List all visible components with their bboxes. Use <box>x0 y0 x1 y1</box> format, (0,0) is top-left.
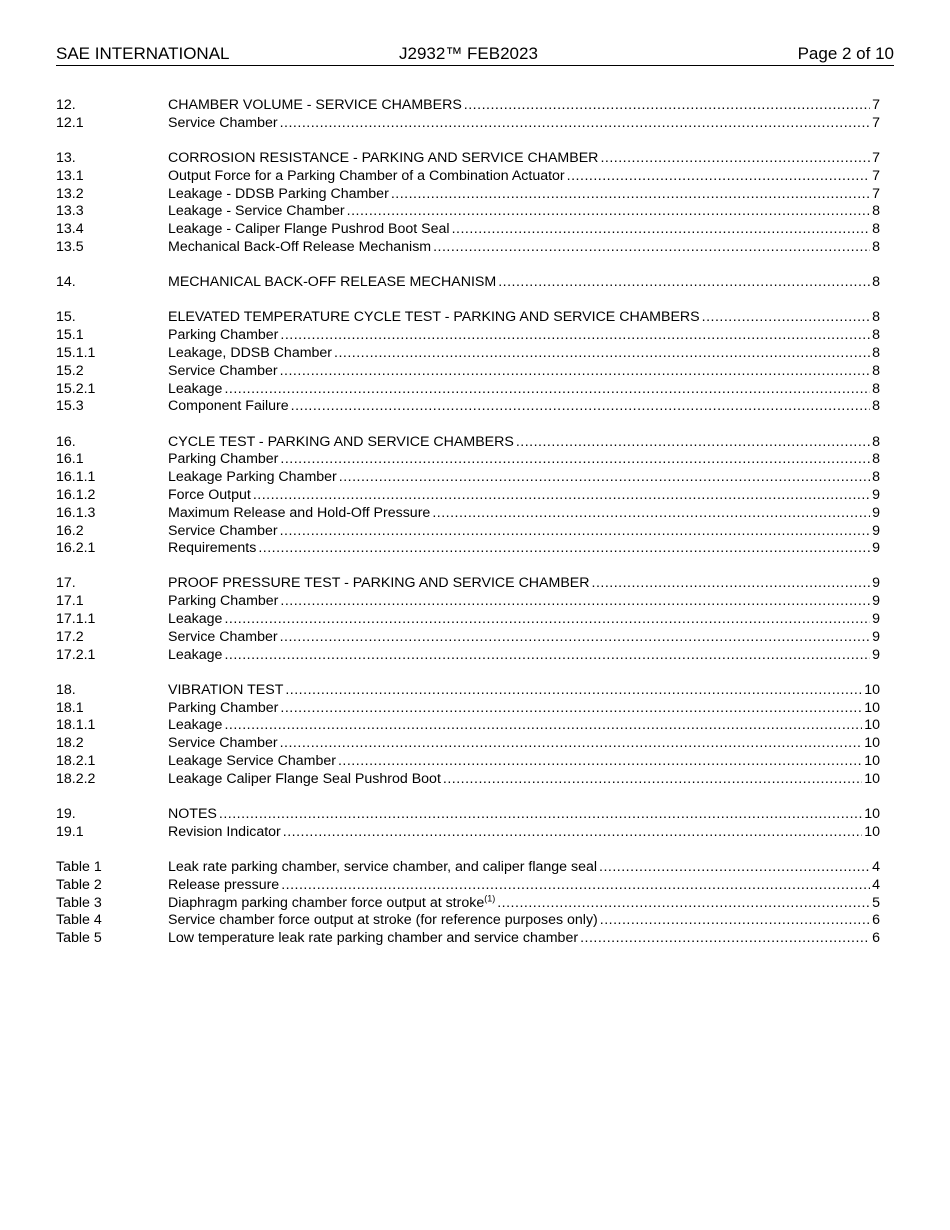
toc-entry-number: 13.5 <box>56 238 84 255</box>
toc-entry-title-text: Service chamber force output at stroke (for reference purposes only) <box>168 912 598 929</box>
toc-entry[interactable] <box>56 575 880 593</box>
toc-entry-page: 9 <box>872 628 880 645</box>
header-page-number: Page 2 of 10 <box>797 44 894 63</box>
toc-entry-page: 4 <box>872 876 880 893</box>
toc-dot-leader <box>600 150 870 168</box>
toc-entry[interactable] <box>56 540 880 558</box>
toc-entry-body <box>168 593 880 611</box>
toc-entry-title <box>168 469 339 487</box>
toc-entry-title-text: Service Chamber <box>168 628 278 645</box>
toc-entry-number: 13.1 <box>56 167 84 184</box>
toc-dot-leader <box>280 523 871 541</box>
toc-dot-leader <box>281 877 870 895</box>
toc-entry-body <box>168 469 880 487</box>
toc-entry[interactable] <box>56 930 880 948</box>
toc-entry-title-text: Leakage Service Chamber <box>168 753 336 770</box>
toc-group <box>56 97 880 133</box>
toc-entry[interactable] <box>56 97 880 115</box>
toc-entry[interactable] <box>56 717 880 735</box>
toc-entry-title <box>168 327 280 345</box>
toc-entry-title-text: Parking Chamber <box>168 593 279 610</box>
toc-entry-page: 10 <box>864 681 880 698</box>
toc-entry[interactable] <box>56 735 880 753</box>
toc-entry-title <box>168 309 702 327</box>
toc-dot-leader <box>283 824 862 842</box>
toc-dot-leader <box>280 593 870 611</box>
toc-entry-body <box>168 824 880 842</box>
toc-entry-title <box>168 647 224 665</box>
toc-entry-page: 5 <box>872 894 880 911</box>
toc-entry-body <box>168 717 880 735</box>
toc-entry[interactable] <box>56 700 880 718</box>
toc-dot-leader <box>285 682 862 700</box>
toc-entry-title-text: Component Failure <box>168 398 289 415</box>
toc-entry-number: Table 5 <box>56 930 102 947</box>
toc-entry-page: 9 <box>872 575 880 592</box>
toc-dot-leader <box>258 540 870 558</box>
toc-dot-leader <box>580 930 870 948</box>
toc-entry[interactable] <box>56 877 880 895</box>
toc-entry[interactable] <box>56 629 880 647</box>
toc-entry-title-text: Leakage <box>168 646 223 663</box>
toc-entry[interactable] <box>56 327 880 345</box>
toc-entry-title-text: NOTES <box>168 806 217 823</box>
toc-entry-body <box>168 682 880 700</box>
toc-entry-title-text: VIBRATION TEST <box>168 681 284 698</box>
toc-entry-title <box>168 575 592 593</box>
toc-entry-title-text: Leakage <box>168 611 223 628</box>
table-of-contents <box>56 97 880 965</box>
toc-entry-number: 16.2 <box>56 522 84 539</box>
toc-entry-number: 17. <box>56 575 76 592</box>
toc-dot-leader <box>432 505 870 523</box>
toc-entry-body <box>168 398 880 416</box>
toc-entry-body <box>168 381 880 399</box>
toc-dot-leader <box>339 469 870 487</box>
toc-entry-page: 8 <box>872 433 880 450</box>
toc-dot-leader <box>219 806 862 824</box>
toc-entry-page: 8 <box>872 221 880 238</box>
toc-entry-title <box>168 487 253 505</box>
toc-entry[interactable] <box>56 523 880 541</box>
toc-entry-title <box>168 274 498 292</box>
toc-entry-number: Table 1 <box>56 859 102 876</box>
toc-entry-title-text: Leakage <box>168 717 223 734</box>
toc-entry-page: 7 <box>872 97 880 113</box>
toc-dot-leader <box>497 895 870 913</box>
toc-dot-leader <box>498 274 870 292</box>
toc-entry-number: 15.1 <box>56 327 84 344</box>
toc-dot-leader <box>433 239 870 257</box>
toc-entry-page: 8 <box>872 274 880 291</box>
toc-entry-page: 10 <box>864 735 880 752</box>
toc-entry-body <box>168 168 880 186</box>
toc-entry-body <box>168 363 880 381</box>
toc-entry-title-text: Leakage - DDSB Parking Chamber <box>168 185 389 202</box>
header-organization: SAE INTERNATIONAL <box>56 44 230 63</box>
toc-entry-page: 8 <box>872 362 880 379</box>
toc-entry-body <box>168 327 880 345</box>
toc-entry-title-text: Mechanical Back-Off Release Mechanism <box>168 238 432 255</box>
toc-entry-title <box>168 700 280 718</box>
toc-entry-number: 19. <box>56 806 76 823</box>
toc-entry-title <box>168 540 258 558</box>
toc-group <box>56 859 880 948</box>
toc-entry-page: 8 <box>872 344 880 361</box>
toc-entry-page: 7 <box>872 114 880 131</box>
toc-dot-leader <box>452 221 871 239</box>
toc-entry-number: Table 3 <box>56 894 102 911</box>
toc-entry-number: 17.1.1 <box>56 611 96 628</box>
toc-entry-number: 16. <box>56 433 76 450</box>
toc-entry-number: 18.2.1 <box>56 753 96 770</box>
toc-entry-number: 13.4 <box>56 221 84 238</box>
toc-entry-number: 18.2.2 <box>56 770 96 787</box>
toc-entry-title <box>168 115 280 133</box>
toc-entry-page: 9 <box>872 486 880 503</box>
toc-entry[interactable] <box>56 824 880 842</box>
toc-entry-title-text: CORROSION RESISTANCE - PARKING AND SERVICE CHAMBER <box>168 149 599 166</box>
toc-entry-number: 15.2.1 <box>56 380 96 397</box>
toc-entry[interactable] <box>56 239 880 257</box>
toc-entry-page: 8 <box>872 203 880 220</box>
toc-dot-leader <box>291 398 870 416</box>
toc-entry-number: 13.3 <box>56 203 84 220</box>
toc-entry-body <box>168 735 880 753</box>
toc-entry-page: 8 <box>872 469 880 486</box>
toc-dot-leader <box>443 771 862 789</box>
toc-entry-number: 18.1.1 <box>56 717 96 734</box>
header-document-id: J2932™ FEB2023 <box>399 44 538 63</box>
toc-dot-leader <box>391 186 870 204</box>
toc-entry-body <box>168 309 880 327</box>
toc-entry-number: 17.2.1 <box>56 646 96 663</box>
toc-entry-title-text: Parking Chamber <box>168 327 279 344</box>
toc-entry-body <box>168 575 880 593</box>
toc-group <box>56 274 880 292</box>
toc-entry-body <box>168 186 880 204</box>
toc-entry-number: 15.2 <box>56 362 84 379</box>
toc-entry-body <box>168 930 880 948</box>
toc-entry-title-text: Leakage Caliper Flange Seal Pushrod Boot <box>168 770 441 787</box>
toc-dot-leader <box>280 363 871 381</box>
toc-entry-title <box>168 239 433 257</box>
toc-entry-page: 10 <box>864 699 880 716</box>
toc-dot-leader <box>516 434 870 452</box>
toc-entry-page: 8 <box>872 398 880 415</box>
toc-entry-number: 13.2 <box>56 185 84 202</box>
toc-entry-body <box>168 221 880 239</box>
toc-entry-number: 15.1.1 <box>56 344 96 361</box>
toc-dot-leader <box>338 753 862 771</box>
toc-dot-leader <box>347 203 870 221</box>
toc-entry[interactable] <box>56 753 880 771</box>
toc-entry-number: 18.1 <box>56 699 84 716</box>
toc-entry-title <box>168 806 219 824</box>
toc-entry-number: 17.1 <box>56 593 84 610</box>
toc-entry[interactable] <box>56 892 880 913</box>
toc-entry-title-text: CYCLE TEST - PARKING AND SERVICE CHAMBERS <box>168 433 514 450</box>
toc-entry-title <box>168 451 280 469</box>
toc-entry-title-text: PROOF PRESSURE TEST - PARKING AND SERVICE CHAMBER <box>168 575 590 592</box>
toc-entry-title-text: Output Force for a Parking Chamber of a Combination Actuator <box>168 167 565 184</box>
toc-entry[interactable] <box>56 363 880 381</box>
toc-dot-leader <box>702 309 870 327</box>
toc-entry-body <box>168 892 880 913</box>
toc-entry[interactable] <box>56 647 880 665</box>
toc-entry-body <box>168 611 880 629</box>
toc-dot-leader <box>253 487 870 505</box>
toc-entry-body <box>168 877 880 895</box>
toc-entry-footnote-marker: (1) <box>484 892 496 903</box>
toc-dot-leader <box>280 700 862 718</box>
toc-entry-body <box>168 700 880 718</box>
toc-entry-page: 8 <box>872 238 880 255</box>
toc-entry-body <box>168 115 880 133</box>
toc-entry-title <box>168 771 443 789</box>
toc-entry[interactable] <box>56 611 880 629</box>
toc-entry-body <box>168 451 880 469</box>
toc-entry-number: 15. <box>56 309 76 326</box>
toc-entry-title-text: Leakage, DDSB Chamber <box>168 344 333 361</box>
toc-entry-page: 6 <box>872 930 880 947</box>
toc-entry-title <box>168 859 599 877</box>
toc-entry-title <box>168 717 224 735</box>
toc-entry-title <box>168 203 347 221</box>
toc-entry-title-text: Revision Indicator <box>168 823 281 840</box>
toc-entry[interactable] <box>56 398 880 416</box>
toc-entry[interactable] <box>56 434 880 452</box>
toc-entry-title-text: Diaphragm parking chamber force output at stroke <box>168 894 485 911</box>
toc-entry-body <box>168 771 880 789</box>
toc-dot-leader <box>280 451 870 469</box>
toc-dot-leader <box>600 912 870 930</box>
toc-entry-title <box>168 629 280 647</box>
toc-entry-title <box>168 345 334 363</box>
toc-entry-title-text: Service Chamber <box>168 114 278 131</box>
toc-entry[interactable] <box>56 115 880 133</box>
toc-entry-body <box>168 505 880 523</box>
toc-entry-title <box>168 186 391 204</box>
toc-entry-title <box>168 398 291 416</box>
toc-entry[interactable] <box>56 221 880 239</box>
toc-dot-leader <box>464 97 870 115</box>
toc-entry[interactable] <box>56 150 880 168</box>
toc-entry-body <box>168 239 880 257</box>
toc-entry-page: 9 <box>872 611 880 628</box>
toc-entry-title-text: Service Chamber <box>168 362 278 379</box>
toc-entry-title <box>168 221 452 239</box>
toc-entry[interactable] <box>56 593 880 611</box>
toc-entry[interactable] <box>56 168 880 186</box>
toc-entry-page: 9 <box>872 522 880 539</box>
toc-entry-title-text: ELEVATED TEMPERATURE CYCLE TEST - PARKING AND SERVICE CHAMBERS <box>168 309 700 326</box>
toc-entry[interactable] <box>56 469 880 487</box>
toc-entry[interactable] <box>56 186 880 204</box>
toc-dot-leader <box>567 168 870 186</box>
toc-entry[interactable] <box>56 381 880 399</box>
toc-group <box>56 806 880 842</box>
toc-entry-page: 10 <box>864 753 880 770</box>
toc-entry-body <box>168 345 880 363</box>
toc-entry[interactable] <box>56 912 880 930</box>
toc-entry-number: 16.1.1 <box>56 469 96 486</box>
toc-entry-number: 12. <box>56 97 76 113</box>
toc-entry-number: Table 4 <box>56 912 102 929</box>
toc-entry-title <box>168 824 283 842</box>
toc-entry-page: 9 <box>872 646 880 663</box>
toc-dot-leader <box>599 859 870 877</box>
toc-entry-page: 8 <box>872 451 880 468</box>
toc-entry-body <box>168 274 880 292</box>
toc-entry-body <box>168 523 880 541</box>
toc-entry[interactable] <box>56 682 880 700</box>
toc-entry-title <box>168 682 285 700</box>
toc-group <box>56 434 880 559</box>
toc-dot-leader <box>224 717 862 735</box>
toc-entry[interactable] <box>56 203 880 221</box>
toc-entry-page: 8 <box>872 327 880 344</box>
toc-entry-number: 16.2.1 <box>56 540 96 557</box>
toc-group <box>56 309 880 416</box>
toc-entry-title <box>168 735 280 753</box>
toc-entry-page: 10 <box>864 823 880 840</box>
toc-dot-leader <box>280 735 863 753</box>
toc-entry-body <box>168 487 880 505</box>
toc-entry-number: 15.3 <box>56 398 84 415</box>
toc-entry-page: 10 <box>864 770 880 787</box>
toc-entry-page: 7 <box>872 185 880 202</box>
toc-entry-title <box>168 168 567 186</box>
toc-entry-title <box>168 753 338 771</box>
toc-entry-page: 6 <box>872 912 880 929</box>
toc-dot-leader <box>280 115 871 133</box>
toc-entry-body <box>168 434 880 452</box>
toc-entry-body <box>168 150 880 168</box>
toc-entry-number: Table 2 <box>56 876 102 893</box>
toc-entry-body <box>168 912 880 930</box>
toc-entry-body <box>168 629 880 647</box>
toc-entry-number: 12.1 <box>56 114 84 131</box>
toc-entry-title-text: Leakage <box>168 380 223 397</box>
toc-entry[interactable] <box>56 771 880 789</box>
toc-entry-title <box>168 434 516 452</box>
toc-entry-title-text: Parking Chamber <box>168 451 279 468</box>
toc-entry-title <box>168 912 600 930</box>
toc-entry-number: 16.1 <box>56 451 84 468</box>
toc-entry-page: 10 <box>864 717 880 734</box>
toc-entry-page: 7 <box>872 167 880 184</box>
toc-entry-title-text: Leakage - Service Chamber <box>168 203 345 220</box>
toc-entry-title-text: Leakage - Caliper Flange Pushrod Boot Seal <box>168 221 450 238</box>
toc-entry-title-text: Service Chamber <box>168 735 278 752</box>
toc-group <box>56 682 880 789</box>
toc-entry-number: 18.2 <box>56 735 84 752</box>
toc-entry-title <box>168 523 280 541</box>
toc-entry-title <box>168 593 280 611</box>
toc-dot-leader <box>224 611 870 629</box>
toc-group <box>56 150 880 257</box>
toc-entry-title-text: Service Chamber <box>168 522 278 539</box>
toc-entry[interactable] <box>56 309 880 327</box>
toc-group <box>56 575 880 664</box>
toc-entry-title-text: MECHANICAL BACK-OFF RELEASE MECHANISM <box>168 274 497 291</box>
toc-entry-title-text: Force Output <box>168 486 251 503</box>
toc-entry-title-text: CHAMBER VOLUME - SERVICE CHAMBERS <box>168 97 462 113</box>
toc-entry-body <box>168 97 880 115</box>
toc-entry-page: 8 <box>872 380 880 397</box>
toc-dot-leader <box>224 381 870 399</box>
toc-entry-number: 18. <box>56 681 76 698</box>
toc-entry-page: 9 <box>872 593 880 610</box>
toc-entry-title-text: Leakage Parking Chamber <box>168 469 337 486</box>
toc-entry[interactable] <box>56 487 880 505</box>
toc-dot-leader <box>280 327 870 345</box>
toc-entry-page: 4 <box>872 859 880 876</box>
toc-entry-page: 7 <box>872 149 880 166</box>
toc-dot-leader <box>592 575 871 593</box>
toc-entry-page: 9 <box>872 540 880 557</box>
toc-entry[interactable] <box>56 274 880 292</box>
toc-entry-title <box>168 611 224 629</box>
toc-entry-title-text: Release pressure <box>168 876 280 893</box>
toc-entry-title <box>168 150 600 168</box>
toc-dot-leader <box>334 345 870 363</box>
toc-entry-title <box>168 505 432 523</box>
toc-dot-leader <box>224 647 870 665</box>
toc-entry-number: 17.2 <box>56 628 84 645</box>
toc-entry[interactable] <box>56 451 880 469</box>
toc-entry[interactable] <box>56 505 880 523</box>
toc-entry-number: 19.1 <box>56 823 84 840</box>
toc-entry-title <box>168 877 281 895</box>
page-header <box>56 43 894 66</box>
toc-entry-body <box>168 540 880 558</box>
toc-entry-title <box>168 381 224 399</box>
toc-entry-title-text: Low temperature leak rate parking chamber and service chamber <box>168 930 579 947</box>
toc-entry-title-text: Parking Chamber <box>168 699 279 716</box>
toc-entry-page: 9 <box>872 504 880 521</box>
toc-entry-number: 14. <box>56 274 76 291</box>
toc-dot-leader <box>280 629 871 647</box>
toc-entry-body <box>168 806 880 824</box>
toc-entry[interactable] <box>56 859 880 877</box>
toc-entry-title-text: Requirements <box>168 540 257 557</box>
toc-entry-body <box>168 859 880 877</box>
toc-entry-number: 16.1.3 <box>56 504 96 521</box>
toc-entry-title <box>168 97 464 115</box>
toc-entry-body <box>168 647 880 665</box>
toc-entry-title-text: Leak rate parking chamber, service chamber, and caliper flange seal <box>168 859 598 876</box>
toc-entry-title-text: Maximum Release and Hold-Off Pressure <box>168 504 431 521</box>
toc-entry-number: 13. <box>56 149 76 166</box>
toc-entry-title <box>168 930 580 948</box>
toc-entry-body <box>168 753 880 771</box>
toc-entry-page: 8 <box>872 309 880 326</box>
toc-entry-title <box>168 892 497 913</box>
toc-entry[interactable] <box>56 345 880 363</box>
toc-entry-number: 16.1.2 <box>56 486 96 503</box>
toc-entry[interactable] <box>56 806 880 824</box>
toc-entry-title <box>168 363 280 381</box>
toc-entry-page: 10 <box>864 806 880 823</box>
toc-entry-body <box>168 203 880 221</box>
